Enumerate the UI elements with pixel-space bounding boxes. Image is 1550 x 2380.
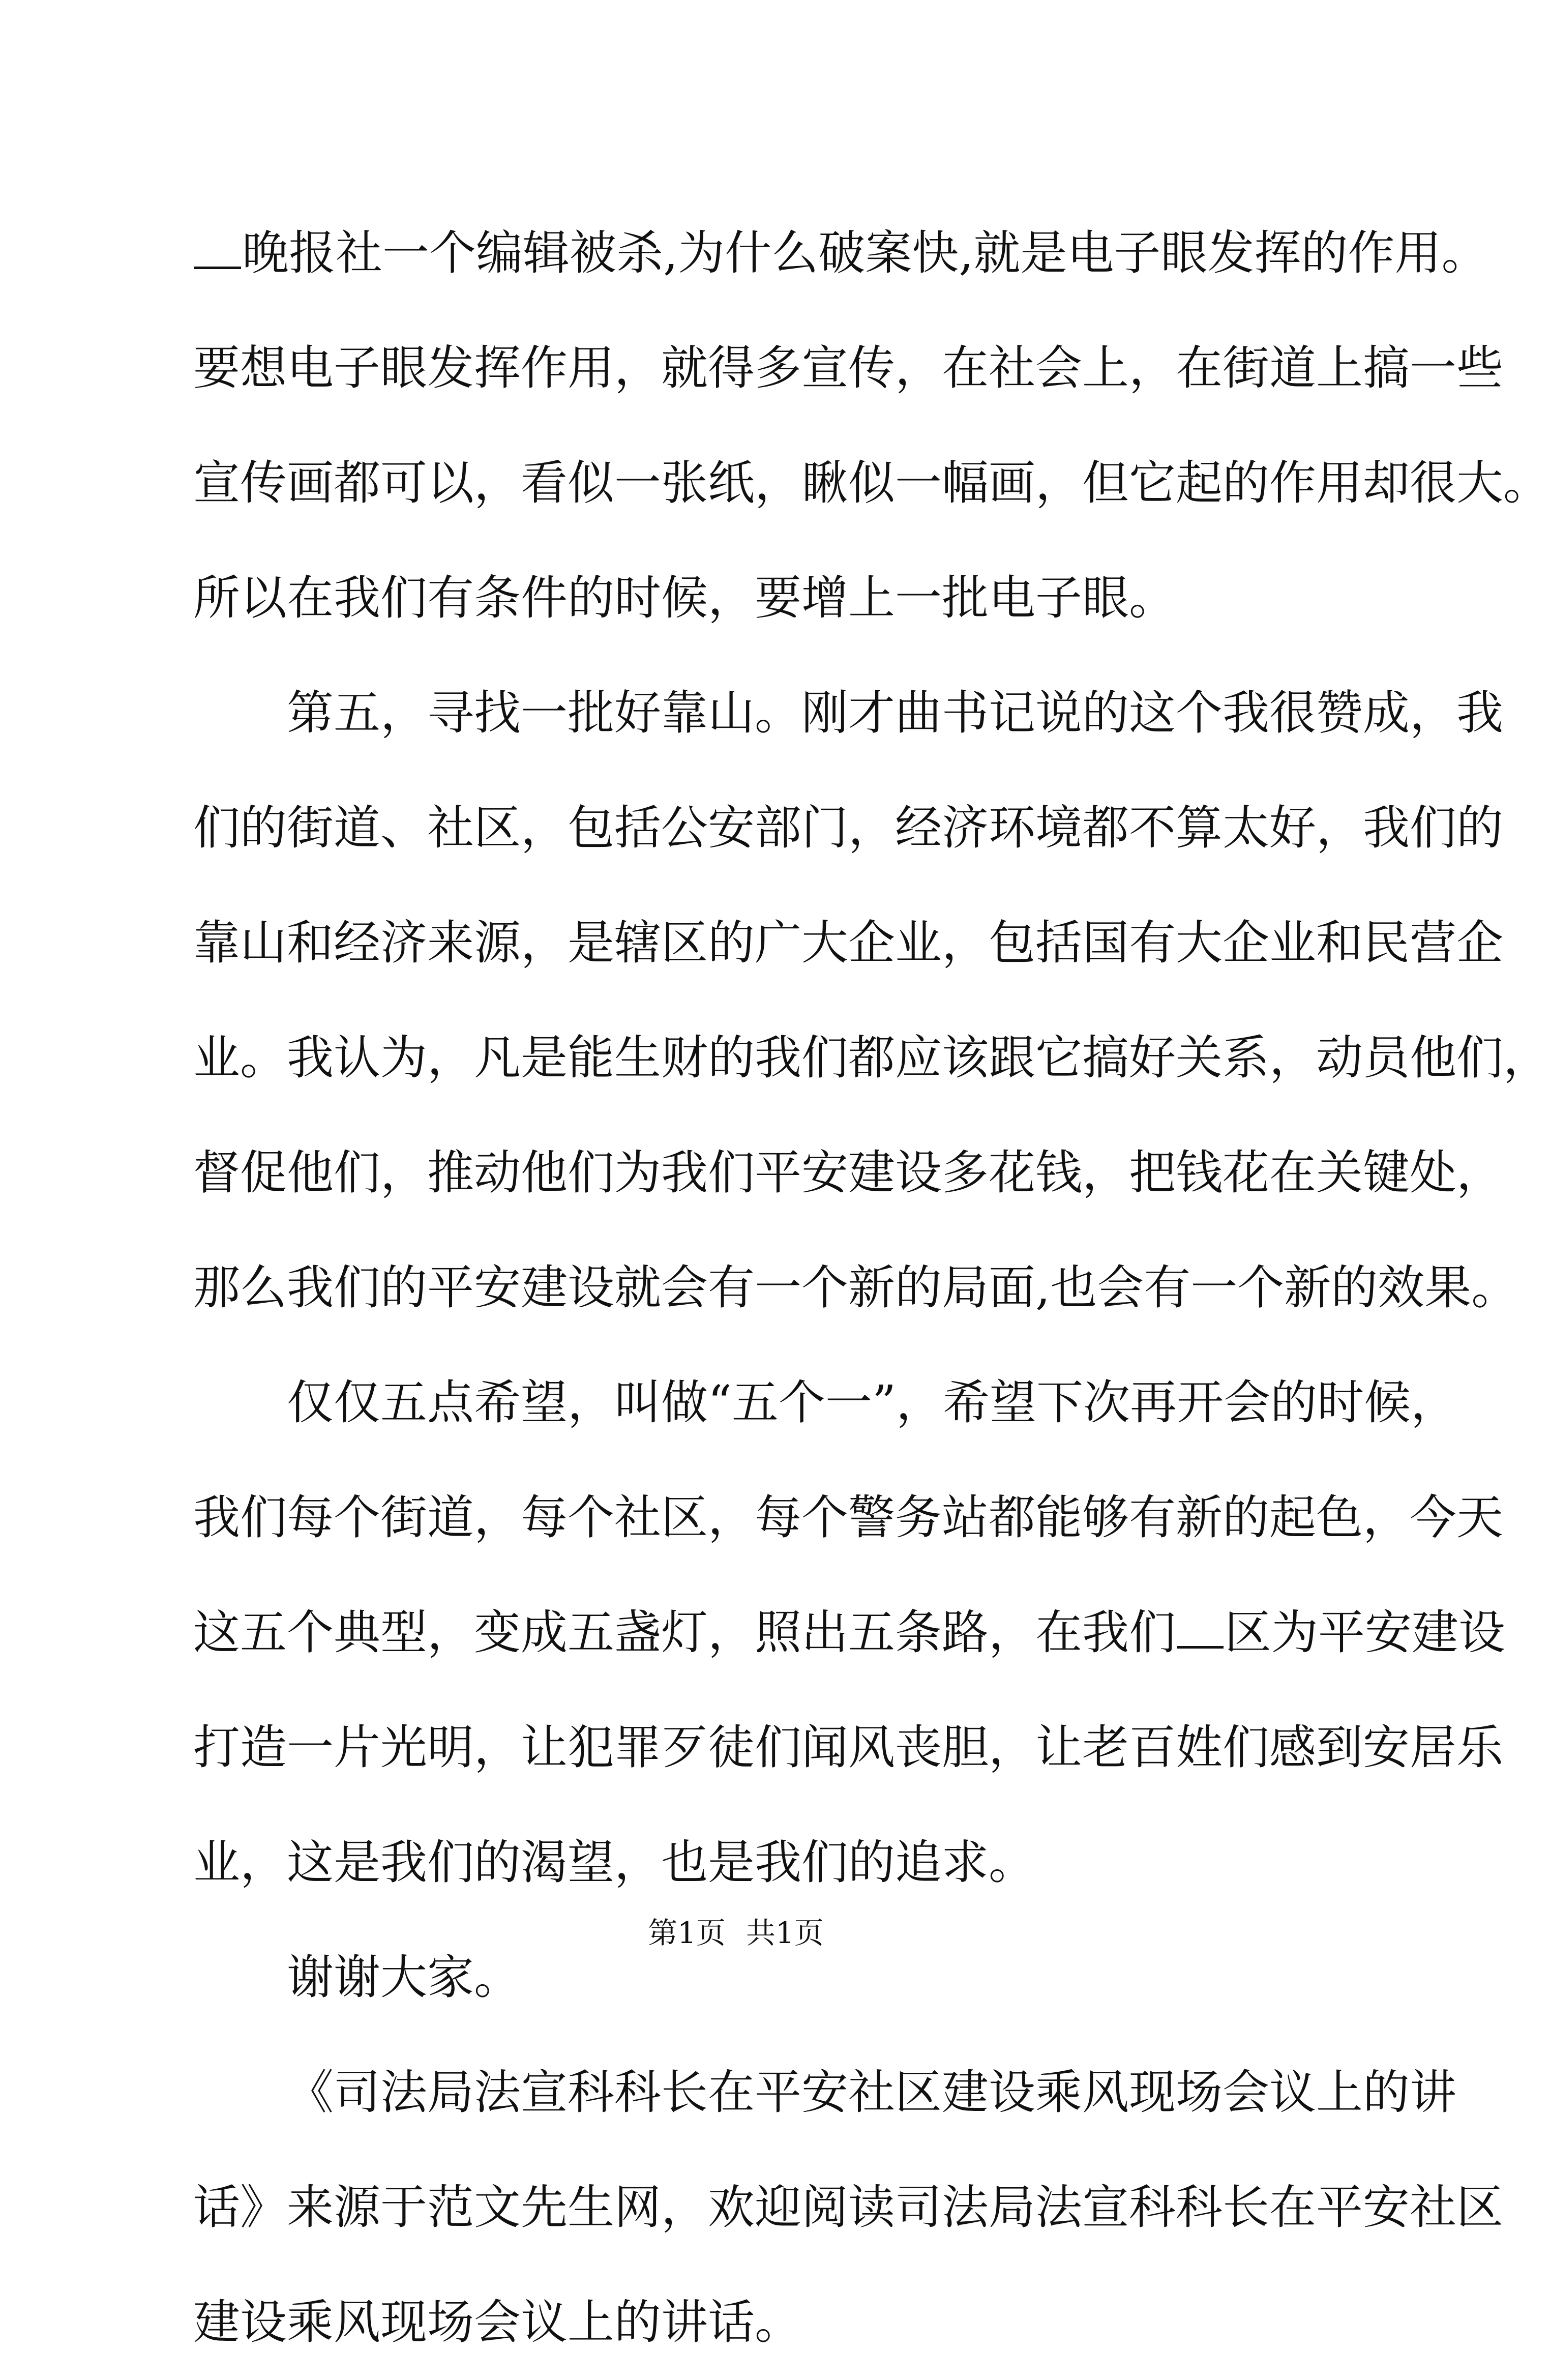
text-line	[193, 1805, 1294, 1920]
page-footer	[0, 1913, 1472, 1953]
text-line-segment: 《司法局法宣科科长在平安社区建设乘风现场会议上的讲	[287, 2065, 1457, 2120]
text-line	[193, 311, 1504, 426]
text-line	[193, 196, 1488, 311]
text-line-segment: 们的街道、社区，包括公安部门，经济环境都不算太好，我们的	[193, 801, 1504, 855]
text-line	[193, 2035, 1457, 2150]
text-line	[193, 1001, 1550, 1115]
text-line-segment: 谢谢大家。	[287, 1950, 521, 2005]
text-line-segment: 话》来源于范文先生网，欢迎阅读司法局法宣科科长在平安社区	[193, 2180, 1504, 2235]
text-line	[193, 2150, 1504, 2265]
text-line-segment: 所以在我们有条件的时候，要增上一批电子眼。	[193, 571, 1176, 625]
blank-underline	[1177, 1615, 1224, 1649]
document-body	[193, 196, 1550, 2380]
text-line-segment: 业。我认为，凡是能生财的我们都应该跟它搞好关系，动员他们，	[193, 1031, 1550, 1085]
text-line-segment: 要想电子眼发挥作用，就得多宣传，在社会上，在街道上搞一些	[193, 341, 1504, 395]
text-line	[193, 1460, 1504, 1575]
text-line	[193, 1690, 1504, 1805]
text-line	[193, 1345, 1458, 1460]
footer-total-pages: 1	[776, 1916, 794, 1950]
text-line	[193, 2265, 1294, 2380]
text-line-segment: 宣传画都可以，看似一张纸，瞅似一幅画，但它起的作用却很大。	[193, 456, 1550, 510]
footer-label-ye: 页	[696, 1916, 726, 1950]
text-line-segment: 我们每个街道，每个社区，每个警务站都能够有新的起色，今天	[193, 1490, 1504, 1545]
text-line	[193, 1115, 1504, 1230]
text-line-segment: 打造一片光明，让犯罪歹徒们闻风丧胆，让老百姓们感到安居乐	[193, 1720, 1504, 1775]
text-line	[193, 1230, 1518, 1345]
text-line-segment: 这五个典型，变成五盏灯，照出五条路，在我们	[193, 1605, 1176, 1660]
text-line-segment: 业，这是我们的渴望，也是我们的追求。	[193, 1835, 1036, 1890]
text-line-segment: 那么我们的平安建设就会有一个新的局面,也会有一个新的效果。	[193, 1260, 1518, 1315]
text-line	[193, 1575, 1506, 1690]
footer-label-di: 第	[648, 1916, 678, 1950]
footer-label-gong: 共	[746, 1916, 776, 1950]
text-line	[193, 771, 1504, 886]
text-line	[193, 541, 1294, 656]
footer-current-page: 1	[677, 1916, 696, 1950]
footer-label-ye-2: 页	[794, 1916, 824, 1950]
text-line-segment: 靠山和经济来源，是辖区的广大企业，包括国有大企业和民营企	[193, 916, 1504, 970]
blank-underline	[194, 236, 241, 269]
text-line-segment: 第五，寻找一批好靠山。刚才曲书记说的这个我很赞成，我	[287, 686, 1504, 740]
text-line	[193, 426, 1550, 541]
text-line-segment: 仅仅五点希望，叫做“五个一”，希望下次再开会的时候，	[287, 1375, 1458, 1430]
text-line-segment: 区为平安建设	[1225, 1605, 1506, 1660]
text-line-segment: 督促他们，推动他们为我们平安建设多花钱，把钱花在关键处，	[193, 1145, 1504, 1200]
text-line-segment: 建设乘风现场会议上的讲话。	[193, 2295, 802, 2349]
text-line-segment: 晚报社一个编辑被杀,为什么破案快,就是电子眼发挥的作用。	[242, 226, 1488, 280]
text-line	[193, 886, 1504, 1001]
text-line	[193, 656, 1504, 771]
